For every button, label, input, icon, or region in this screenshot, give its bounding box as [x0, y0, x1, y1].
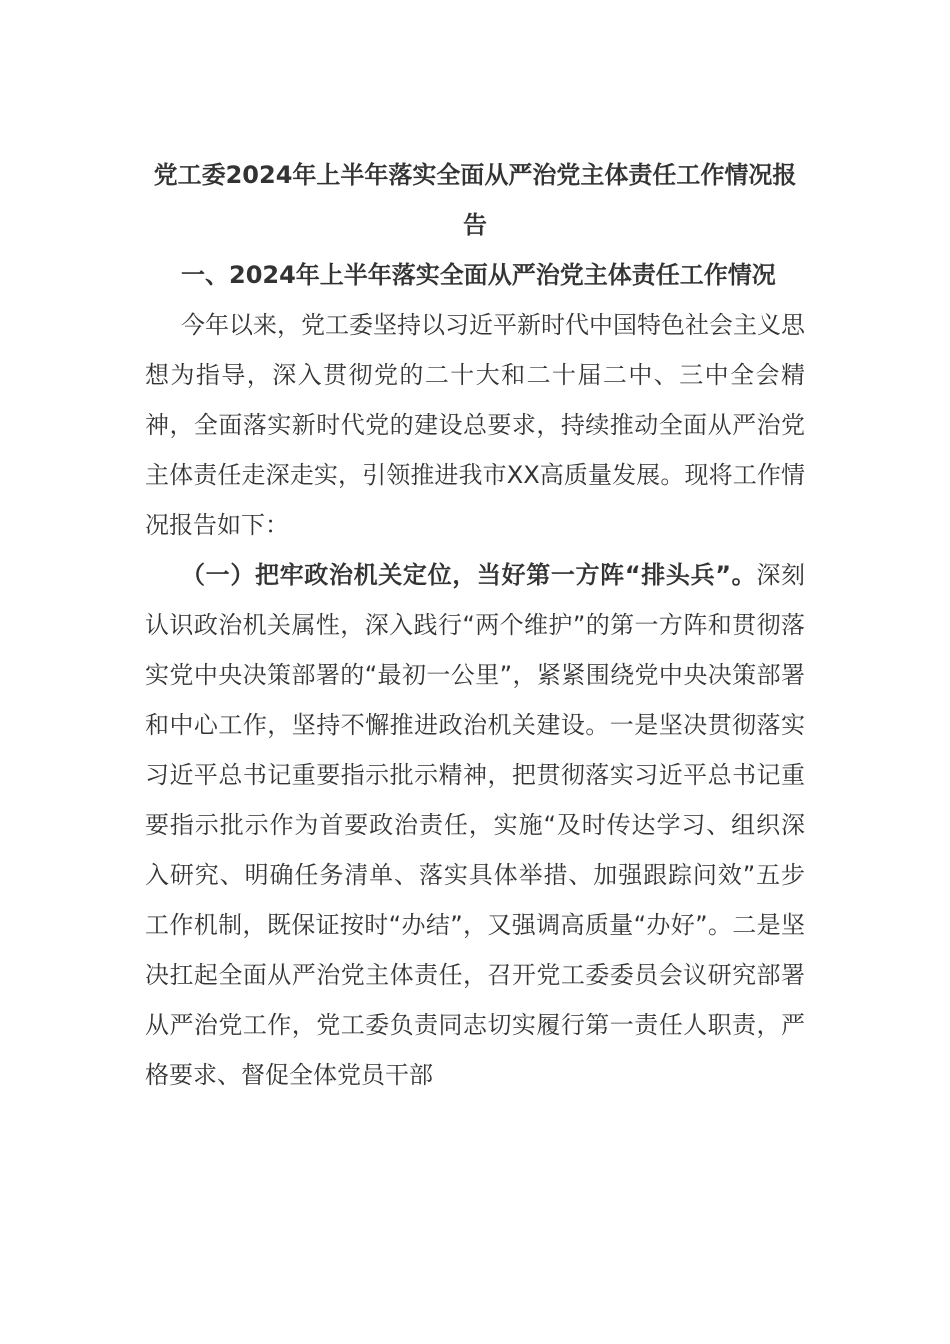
document-body — [145, 150, 805, 1100]
section-heading-1: 一、2024年上半年落实全面从严治党主体责任工作情况 — [181, 261, 776, 289]
intro-paragraph: 今年以来，党工委坚持以习近平新时代中国特色社会主义思想为指导，深入贯彻党的二十大和二十届二中、三中全会精神，全面落实新时代党的建设总要求，持续推动全面从严治党主体责任走深走实，引领推进我市XX高质量发展。现将工作情况报告如下： — [145, 311, 805, 539]
subsection-body-1: 深刻认识政治机关属性，深入践行“两个维护”的第一方阵和贯彻落实党中央决策部署的“最初一公里”，紧紧围绕党中央决策部署和中心工作，坚持不懈推进政治机关建设。一是坚决贯彻落实习近平总书记重要指示批示精神，把贯彻落实习近平总书记重要指示批示作为首要政治责任，实施“及时传达学习、组织深入研究、明确任务清单、落实具体举措、加强跟踪问效”五步工作机制，既保证按时“办结”，又强调高质量“办好”。二是坚决扛起全面从严治党主体责任，召开党工委委员会议研究部署从严治党工作，党工委负责同志切实履行第一责任人职责，严格要求、督促全体党员干部 — [145, 561, 806, 1089]
subsection-paragraph-1 — [145, 550, 805, 1100]
document-title: 党工委2024年上半年落实全面从严治党主体责任工作情况报告 — [153, 161, 797, 239]
subsection-lead-1: （一）把牢政治机关定位，当好第一方阵“排头兵”。 — [181, 561, 757, 589]
